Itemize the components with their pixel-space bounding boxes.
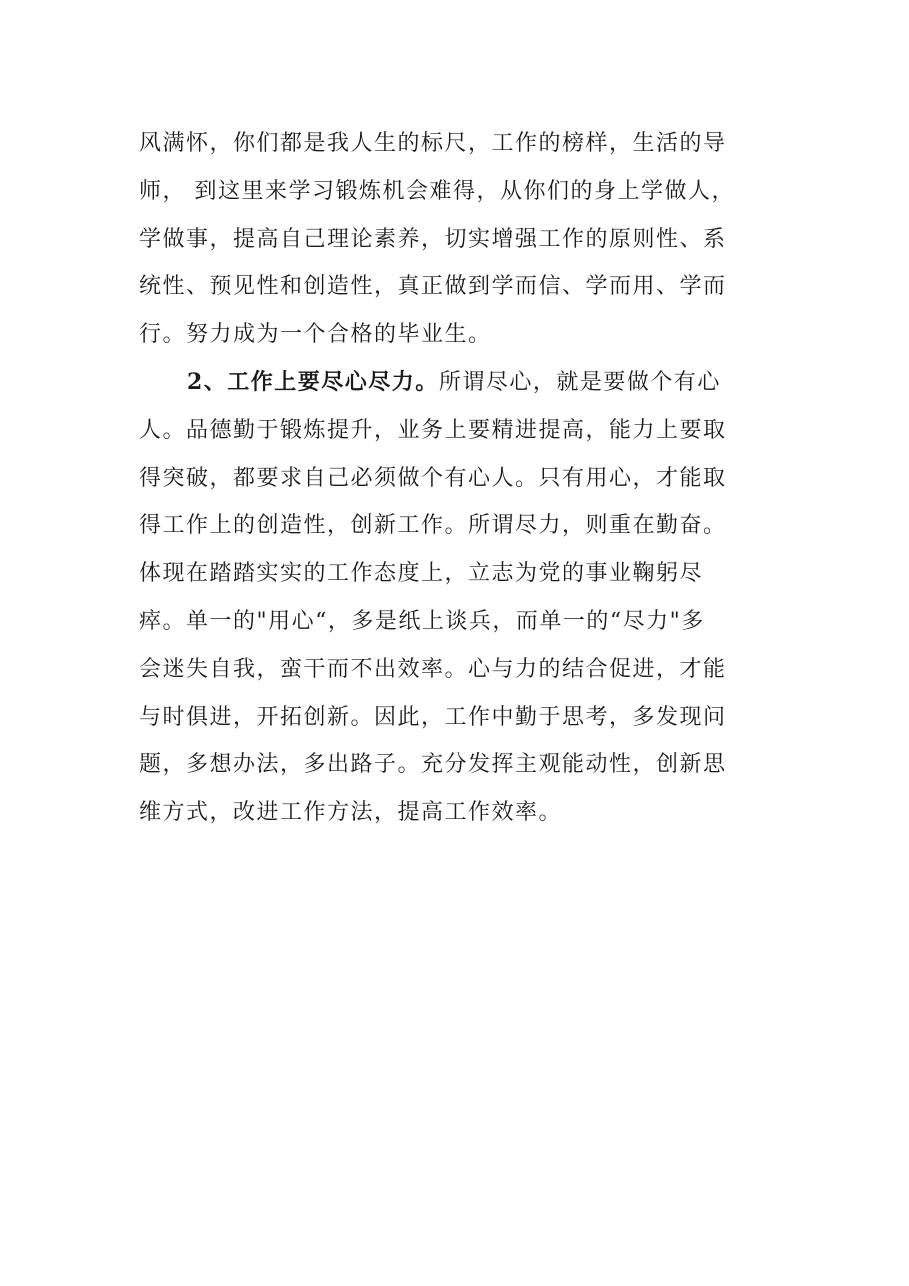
text-line: 学做事，提高自己理论素养，切实增强工作的原则性、系	[139, 226, 727, 252]
text-line: 行。努力成为一个合格的毕业生。	[139, 322, 492, 348]
body-text	[139, 120, 759, 837]
paragraph-2-first-line	[139, 359, 759, 407]
text-line: 得工作上的创造性，创新工作。所谓尽力，则重在勤奋。	[139, 513, 727, 539]
text-line: 瘁。单一的"用心“，多是纸上谈兵，而单一的“尽力"多	[139, 608, 705, 634]
text-line: 统性、预见性和创造性，真正做到学而信、学而用、学而	[139, 274, 727, 300]
first-line-text: 所谓尽心，就是要做个有心	[438, 369, 721, 395]
text-line: 风满怀，你们都是我人生的标尺，工作的榜样，生活的导	[139, 131, 727, 156]
text-line: 得突破，都要求自己必须做个有心人。只有用心，才能取	[139, 465, 727, 491]
text-line: 与时俱进，开拓创新。因此，工作中勤于思考，多发现问	[139, 704, 727, 730]
text-line: 题，多想办法，多出路子。充分发挥主观能动性，创新思	[139, 752, 727, 778]
text-line: 人。品德勤于锻炼提升，业务上要精进提高，能力上要取	[139, 417, 727, 443]
text-line: 体现在踏踏实实的工作态度上，立志为党的事业鞠躬尽	[139, 561, 704, 587]
section-heading: 2、工作上要尽心尽力。	[187, 368, 439, 395]
text-line: 会迷失自我，蛮干而不出效率。心与力的结合促进，才能	[139, 656, 727, 682]
paragraph-2	[139, 359, 759, 837]
paragraph-1	[139, 120, 759, 359]
text-line: 师， 到这里来学习锻炼机会难得，从你们的身上学做人，	[139, 178, 735, 204]
text-line: 维方式，改进工作方法，提高工作效率。	[139, 800, 563, 826]
